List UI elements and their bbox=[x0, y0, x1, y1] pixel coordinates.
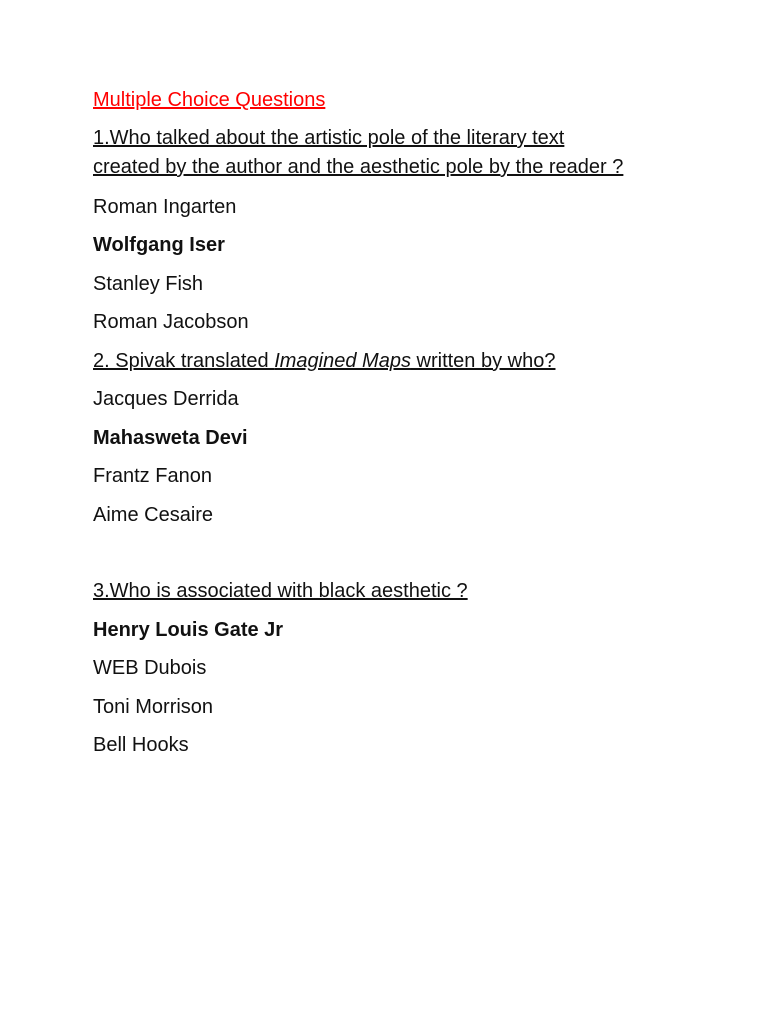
question-1-option-3: Stanley Fish bbox=[93, 272, 204, 295]
document-page bbox=[93, 86, 733, 770]
question-2-suffix: written by who? bbox=[410, 349, 556, 372]
question-1-option-4: Roman Jacobson bbox=[93, 311, 249, 333]
question-1 bbox=[93, 124, 733, 182]
question-1-option-1: Roman Ingarten bbox=[93, 195, 237, 218]
question-2-option-3: Frantz Fanon bbox=[93, 465, 212, 487]
question-2-option-4: Aime Cesaire bbox=[93, 503, 214, 526]
question-1-line-2: created by the author and the aesthetic pole by the reader ? bbox=[93, 156, 624, 178]
question-1-option-2-answer: Wolfgang Iser bbox=[93, 234, 225, 256]
question-2-prefix: 2. Spivak translated bbox=[93, 349, 275, 372]
question-2-option-1: Jacques Derrida bbox=[93, 388, 239, 410]
question-2 bbox=[93, 347, 733, 375]
question-3-option-2: WEB Dubois bbox=[93, 657, 207, 679]
question-3-option-3: Toni Morrison bbox=[93, 695, 214, 718]
question-2-book-title: Imagined Maps bbox=[274, 349, 411, 372]
document-heading: Multiple Choice Questions bbox=[93, 89, 326, 111]
question-3-option-4: Bell Hooks bbox=[93, 734, 189, 756]
question-1-line-1: 1.Who talked about the artistic pole of the literary text bbox=[93, 127, 565, 149]
question-2-option-2-answer: Mahasweta Devi bbox=[93, 426, 248, 449]
question-3-option-1-answer: Henry Louis Gate Jr bbox=[93, 618, 284, 641]
question-3: 3.Who is associated with black aesthetic ? bbox=[93, 580, 468, 602]
blank-paragraph bbox=[93, 539, 733, 577]
